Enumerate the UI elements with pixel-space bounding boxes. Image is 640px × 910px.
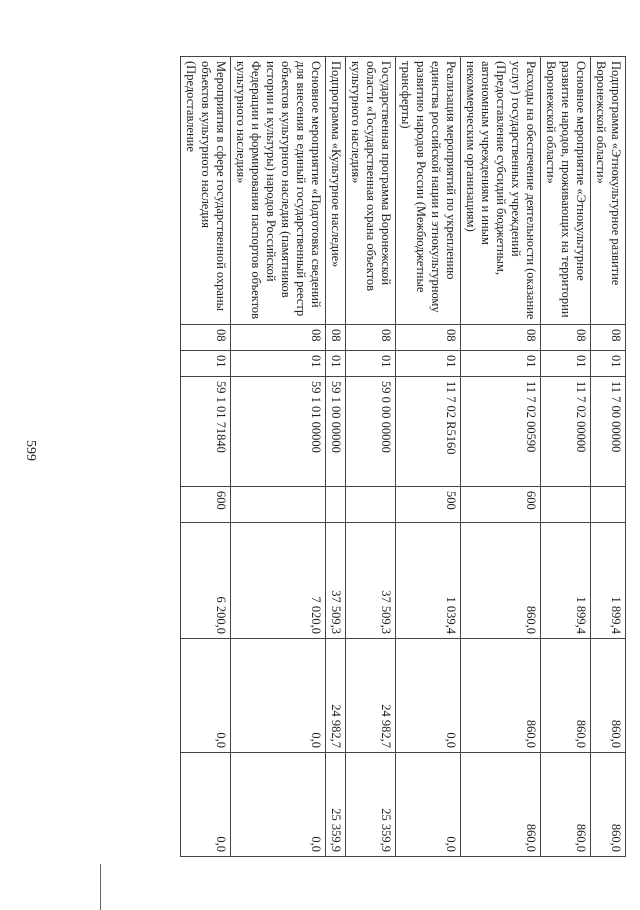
rz-cell: 08 <box>461 325 541 351</box>
csr-cell: 59 1 00 00000 <box>326 377 346 487</box>
csr-cell: 59 1 01 71840 <box>181 377 231 487</box>
year2-cell: 860,0 <box>461 639 541 753</box>
year2-cell: 0,0 <box>231 639 326 753</box>
year3-cell: 860,0 <box>541 753 591 857</box>
rz-cell: 08 <box>346 325 396 351</box>
csr-cell: 11 7 02 R5160 <box>396 377 461 487</box>
year1-cell: 7 020,0 <box>231 523 326 639</box>
vr-cell <box>231 487 326 523</box>
csr-cell: 59 1 01 00000 <box>231 377 326 487</box>
pr-cell: 01 <box>326 351 346 377</box>
vr-cell: 600 <box>181 487 231 523</box>
year3-cell: 860,0 <box>461 753 541 857</box>
row-name-cell: Подпрограмма «Этнокультурное развитие Воронежской области» <box>591 57 626 325</box>
pr-cell: 01 <box>346 351 396 377</box>
year2-cell: 860,0 <box>591 639 626 753</box>
rz-cell: 08 <box>541 325 591 351</box>
year2-cell: 0,0 <box>181 639 231 753</box>
year1-cell: 37 509,3 <box>346 523 396 639</box>
row-name-cell: Основное мероприятие «Этнокультурное развитие народов, проживающих на территории Воронежской области» <box>541 57 591 325</box>
year3-cell: 25 359,9 <box>326 753 346 857</box>
row-name-cell: Государственная программа Воронежской области «Государственная охрана объектов культурного наследия» <box>346 57 396 325</box>
vr-cell <box>591 487 626 523</box>
table-row <box>541 57 591 857</box>
csr-cell: 11 7 02 00000 <box>541 377 591 487</box>
vr-cell <box>326 487 346 523</box>
pr-cell: 01 <box>231 351 326 377</box>
rz-cell: 08 <box>181 325 231 351</box>
row-name-cell: Мероприятия в сфере государственной охраны объектов культурного наследия (Предоставление <box>181 57 231 325</box>
csr-cell: 59 0 00 00000 <box>346 377 396 487</box>
vr-cell: 500 <box>396 487 461 523</box>
pr-cell: 01 <box>181 351 231 377</box>
rz-cell: 08 <box>396 325 461 351</box>
year2-cell: 0,0 <box>396 639 461 753</box>
table-body <box>181 57 626 857</box>
csr-cell: 11 7 02 00590 <box>461 377 541 487</box>
year1-cell: 860,0 <box>461 523 541 639</box>
rz-cell: 08 <box>591 325 626 351</box>
budget-table <box>180 56 626 857</box>
year3-cell: 0,0 <box>396 753 461 857</box>
year1-cell: 1 039,4 <box>396 523 461 639</box>
row-name-cell: Расходы на обеспечение деятельности (оказание услуг) государственных учреждений (Предоставление субсидий бюджетным, автономным учреждениям и иным некоммерческим организациям) <box>461 57 541 325</box>
year1-cell: 37 509,3 <box>326 523 346 639</box>
year3-cell: 25 359,9 <box>346 753 396 857</box>
table-row <box>396 57 461 857</box>
pr-cell: 01 <box>396 351 461 377</box>
year3-cell: 0,0 <box>231 753 326 857</box>
year1-cell: 6 200,0 <box>181 523 231 639</box>
footnote-rule <box>100 864 101 910</box>
year3-cell: 860,0 <box>591 753 626 857</box>
vr-cell <box>541 487 591 523</box>
year2-cell: 24 982,7 <box>326 639 346 753</box>
row-name-cell: Реализация мероприятий по укреплению единства российской нации и этнокультурному развитию народов России (Межбюджетные трансферты) <box>396 57 461 325</box>
table-row <box>326 57 346 857</box>
pr-cell: 01 <box>541 351 591 377</box>
table-row <box>461 57 541 857</box>
year1-cell: 1 899,4 <box>541 523 591 639</box>
rz-cell: 08 <box>231 325 326 351</box>
table-row <box>346 57 396 857</box>
rz-cell: 08 <box>326 325 346 351</box>
page-number: 599 <box>23 440 38 461</box>
budget-table-container <box>110 56 626 856</box>
year2-cell: 860,0 <box>541 639 591 753</box>
row-name-cell: Подпрограмма «Культурное наследие» <box>326 57 346 325</box>
vr-cell: 600 <box>461 487 541 523</box>
table-row <box>181 57 231 857</box>
year1-cell: 1 899,4 <box>591 523 626 639</box>
pr-cell: 01 <box>591 351 626 377</box>
table-row <box>591 57 626 857</box>
row-name-cell: Основное мероприятие «Подготовка сведений для внесения в единый государственный реестр объектов культурного наследия (памятников истории и культуры) народов Российской Федерации и формирования паспортов объектов культурного наследия» <box>231 57 326 325</box>
pr-cell: 01 <box>461 351 541 377</box>
vr-cell <box>346 487 396 523</box>
year2-cell: 24 982,7 <box>346 639 396 753</box>
year3-cell: 0,0 <box>181 753 231 857</box>
csr-cell: 11 7 00 00000 <box>591 377 626 487</box>
table-row <box>231 57 326 857</box>
